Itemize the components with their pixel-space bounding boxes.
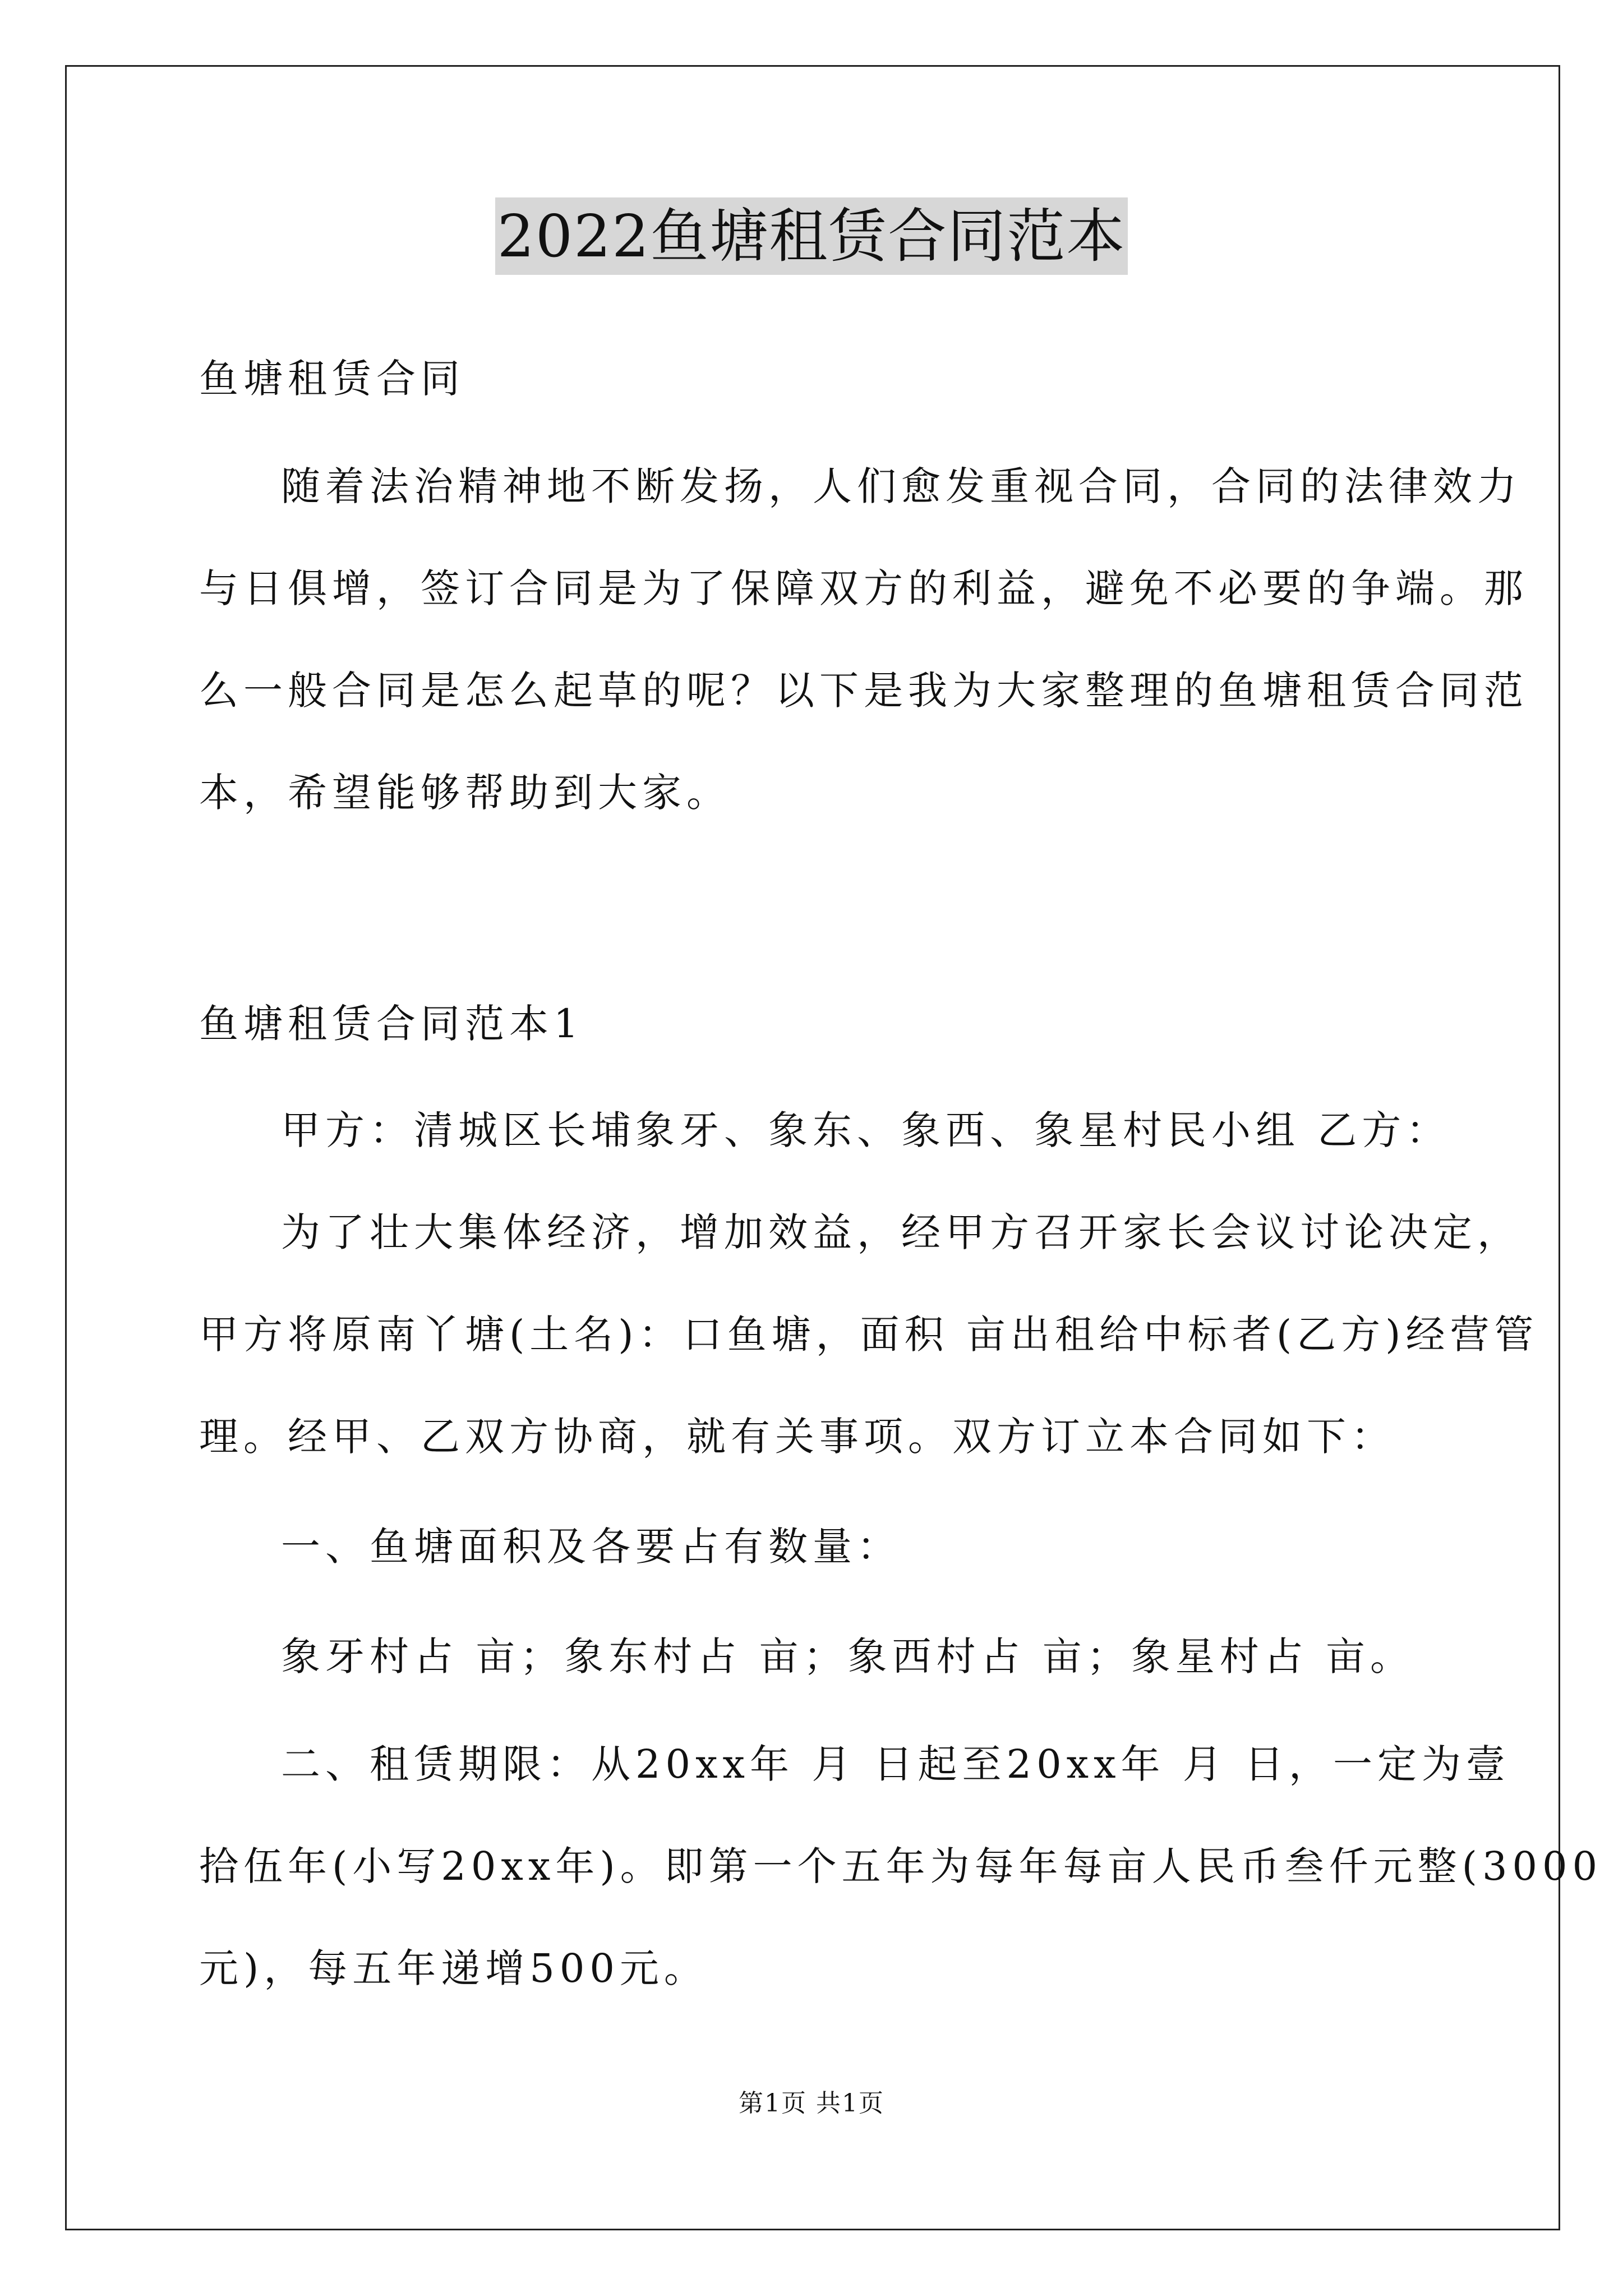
intro-line-2: 与日俱增，签订合同是为了保障双方的利益，避免不必要的争端。那 <box>199 565 1528 611</box>
contract-subtitle: 鱼塘租赁合同 <box>199 356 465 402</box>
clause-two-line-1: 二、租赁期限：从20xx年 月 日起至20xx年 月 日，一定为壹 <box>281 1741 1511 1787</box>
clause-two-line-3: 元)，每五年递增500元。 <box>199 1945 708 1991</box>
page-footer: 第1页 共1页 <box>739 2089 884 2118</box>
clause-one-heading: 一、鱼塘面积及各要占有数量： <box>281 1524 901 1570</box>
clause-one-detail: 象牙村占 亩；象东村占 亩；象西村占 亩；象星村占 亩。 <box>281 1634 1415 1680</box>
body-line-party: 甲方：清城区长埔象牙、象东、象西、象星村民小组 乙方： <box>281 1107 1451 1153</box>
intro-line-4: 本，希望能够帮助到大家。 <box>199 770 731 816</box>
body-line-4: 理。经甲、乙双方协商，就有关事项。双方订立本合同如下： <box>199 1414 1395 1460</box>
document-title: 2022鱼塘租赁合同范本 <box>495 197 1128 275</box>
clause-two-line-2: 拾伍年(小写20xx年)。即第一个五年为每年每亩人民币叁仟元整(3000 <box>199 1843 1603 1889</box>
intro-line-1: 随着法治精神地不断发扬，人们愈发重视合同，合同的法律效力 <box>281 463 1521 509</box>
body-line-2: 为了壮大集体经济，增加效益，经甲方召开家长会议讨论决定， <box>281 1209 1521 1255</box>
section-heading: 鱼塘租赁合同范本1 <box>199 1001 584 1047</box>
title-container <box>0 197 1623 275</box>
intro-line-3: 么一般合同是怎么起草的呢？以下是我为大家整理的鱼塘租赁合同范 <box>199 668 1528 714</box>
body-line-3: 甲方将原南丫塘(土名)：口鱼塘，面积 亩出租给中标者(乙方)经营管 <box>199 1312 1539 1358</box>
